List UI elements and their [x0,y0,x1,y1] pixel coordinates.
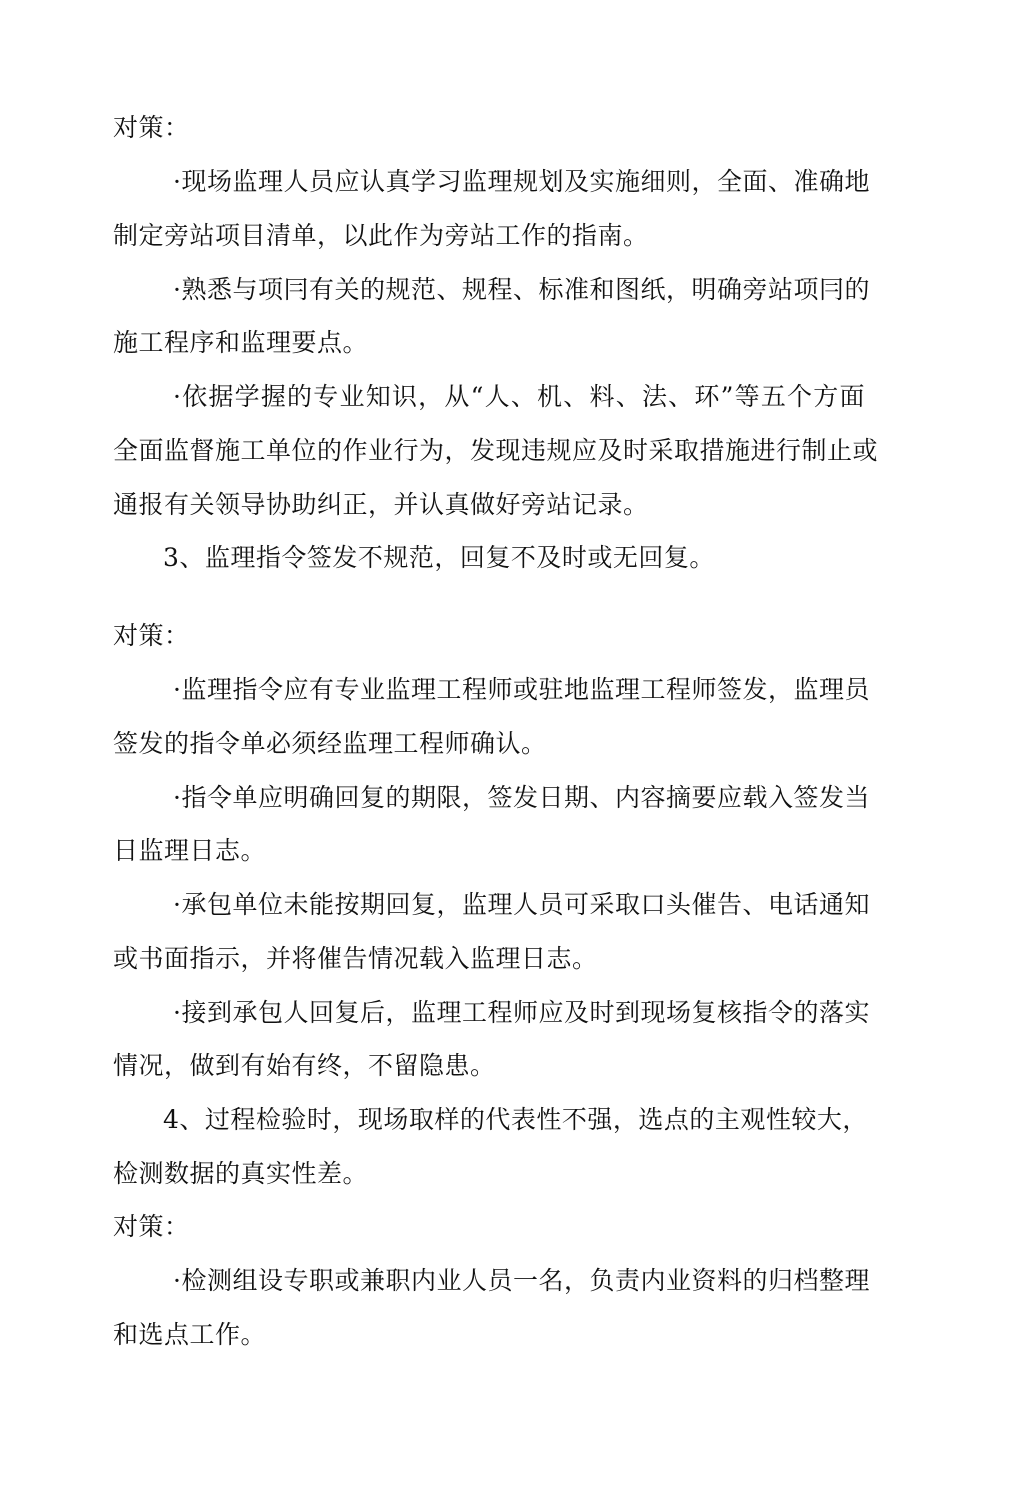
section-heading: 4、过程检验时，现场取样的代表性不强，选点的主观性较大， [163,1105,868,1134]
countermeasure-label: 对策： [113,1212,190,1241]
paragraph-line: ·检测组设专职或兼职内业人员一名，负责内业资料的归档整理 [173,1266,870,1295]
paragraph-line: ·熟悉与项冃有关的规范、规程、标准和图纸，明确旁站项冃的 [173,275,870,304]
paragraph-line: 检测数据的真实性差。 [113,1159,369,1188]
paragraph-line: ·接到承包人回复后，监理工程师应及时到现场复核指令的落实 [173,998,870,1027]
countermeasure-label: 对策： [113,113,190,142]
paragraph-line: ·指令单应明确回复的期限，签发日期、内容摘要应载入签发当 [173,783,870,812]
paragraph-line: 日监理日志。 [113,836,267,865]
paragraph-line: ·监理指令应有专业监理工程师或驻地监理工程师签发，监理员 [173,675,870,704]
paragraph-line: 制定旁站项目清单，以此作为旁站工作的指南。 [113,221,649,250]
paragraph-line: 施工程序和监理要点。 [113,328,369,357]
section-heading: 3、监理指令签发不规范，回复不及时或无回复。 [163,543,715,572]
paragraph-line: ·承包单位未能按期回复，监理人员可采取口头催告、电话通知 [173,890,870,919]
paragraph-line: 和选点工作。 [113,1320,267,1349]
paragraph-line: 或书面指示，并将催告情况载入监理日志。 [113,944,598,973]
paragraph-line: 通报有关领导协助纠正，并认真做好旁站记录。 [113,490,649,519]
paragraph-line: 签发的指令单必须经监理工程师确认。 [113,729,547,758]
paragraph-line: 全面监督施工单位的作业行为，发现违规应及时采取措施进行制止或 [113,436,879,465]
paragraph-line: ·现场监理人员应认真学习监理规划及实施细则，全面、准确地 [173,167,870,196]
paragraph-line: 情况，做到有始有终，不留隐患。 [113,1051,496,1080]
paragraph-line: ·依据学握的专业知识，从“人、机、料、法、环”等五个方面 [173,382,865,411]
countermeasure-label: 对策： [113,621,190,650]
